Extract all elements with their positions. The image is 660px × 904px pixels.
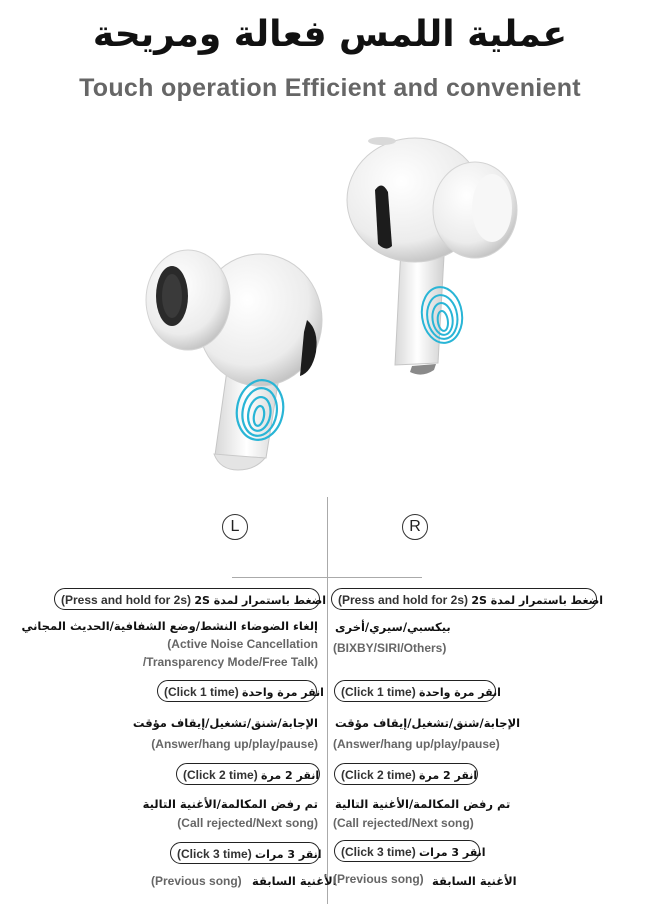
left-hold-ar: اضغط باستمرار لمدة 2S: [194, 594, 327, 607]
title-arabic: عملية اللمس فعالة ومريحة: [92, 14, 568, 55]
left-click3-pill: [170, 842, 320, 864]
right-click3-action-en: (Previous song): [333, 872, 424, 886]
right-hold-pill: [331, 588, 604, 610]
right-click1-action-en: (Answer/hang up/play/pause): [333, 737, 500, 751]
left-click2-action-en: (Call rejected/Next song): [177, 816, 318, 830]
right-hold-action-ar: بيكسبي/سيري/أخرى: [335, 620, 451, 634]
right-hold-ar: اضغط باستمرار لمدة 2S: [471, 594, 604, 607]
left-click3-action-en: (Previous song): [151, 874, 242, 888]
left-click1-pill: [157, 680, 324, 702]
title-english: Touch operation Efficient and convenient: [79, 74, 581, 102]
left-earbud: [146, 250, 322, 470]
left-hold-action-en-2: /Transparency Mode/Free Talk): [142, 655, 318, 669]
right-click3-pill: [334, 840, 486, 862]
right-click3-en: (Click 3 time): [341, 845, 416, 859]
right-click1-ar: انقر مرة واحدة: [419, 686, 501, 699]
left-click3-action-ar: الأغنية السابقة: [252, 874, 337, 888]
right-click2-action-en: (Call rejected/Next song): [333, 816, 474, 830]
left-click1-en: (Click 1 time): [164, 685, 239, 699]
right-click1-action-ar: الإجابة/شنق/تشغيل/إيقاف مؤقت: [335, 716, 521, 730]
left-click2-ar: انقر 2 مرة: [261, 769, 320, 782]
right-click1-pill: [334, 680, 501, 702]
left-click2-action-ar: تم رفض المكالمة/الأغنية التالية: [142, 797, 318, 811]
right-hold-action-en: (BIXBY/SIRI/Others): [333, 641, 447, 655]
center-divider-horizontal: [232, 577, 422, 578]
right-side-badge: R: [402, 514, 428, 540]
left-click3-ar: انقر 3 مرات: [255, 848, 322, 861]
left-click1-action-ar: الإجابة/شنق/تشغيل/إيقاف مؤقت: [132, 716, 318, 730]
left-click3-en: (Click 3 time): [177, 847, 252, 861]
left-hold-pill: [54, 588, 327, 610]
center-divider-vertical: [327, 497, 328, 904]
right-click2-ar: انقر 2 مرة: [419, 769, 478, 782]
right-click2-en: (Click 2 time): [341, 768, 416, 782]
right-click2-pill: [334, 763, 478, 785]
earbuds-illustration: [120, 120, 540, 480]
left-click2-en: (Click 2 time): [183, 768, 258, 782]
left-click2-pill: [176, 763, 320, 785]
left-hold-en: (Press and hold for 2s): [61, 593, 192, 607]
left-side-badge: L: [222, 514, 248, 540]
left-click1-ar: انقر مرة واحدة: [242, 686, 324, 699]
right-click3-action-ar: الأغنية السابقة: [432, 874, 517, 888]
left-hold-action-ar: إلغاء الضوضاء النشط/وضع الشفافية/الحديث المجاني: [21, 619, 318, 633]
right-click2-action-ar: تم رفض المكالمة/الأغنية التالية: [335, 797, 511, 811]
right-click3-ar: انقر 3 مرات: [419, 846, 486, 859]
left-hold-action-en-1: (Active Noise Cancellation: [167, 637, 318, 651]
right-click1-en: (Click 1 time): [341, 685, 416, 699]
right-hold-en: (Press and hold for 2s): [338, 593, 469, 607]
right-earbud: [347, 137, 517, 375]
left-click1-action-en: (Answer/hang up/play/pause): [151, 737, 318, 751]
